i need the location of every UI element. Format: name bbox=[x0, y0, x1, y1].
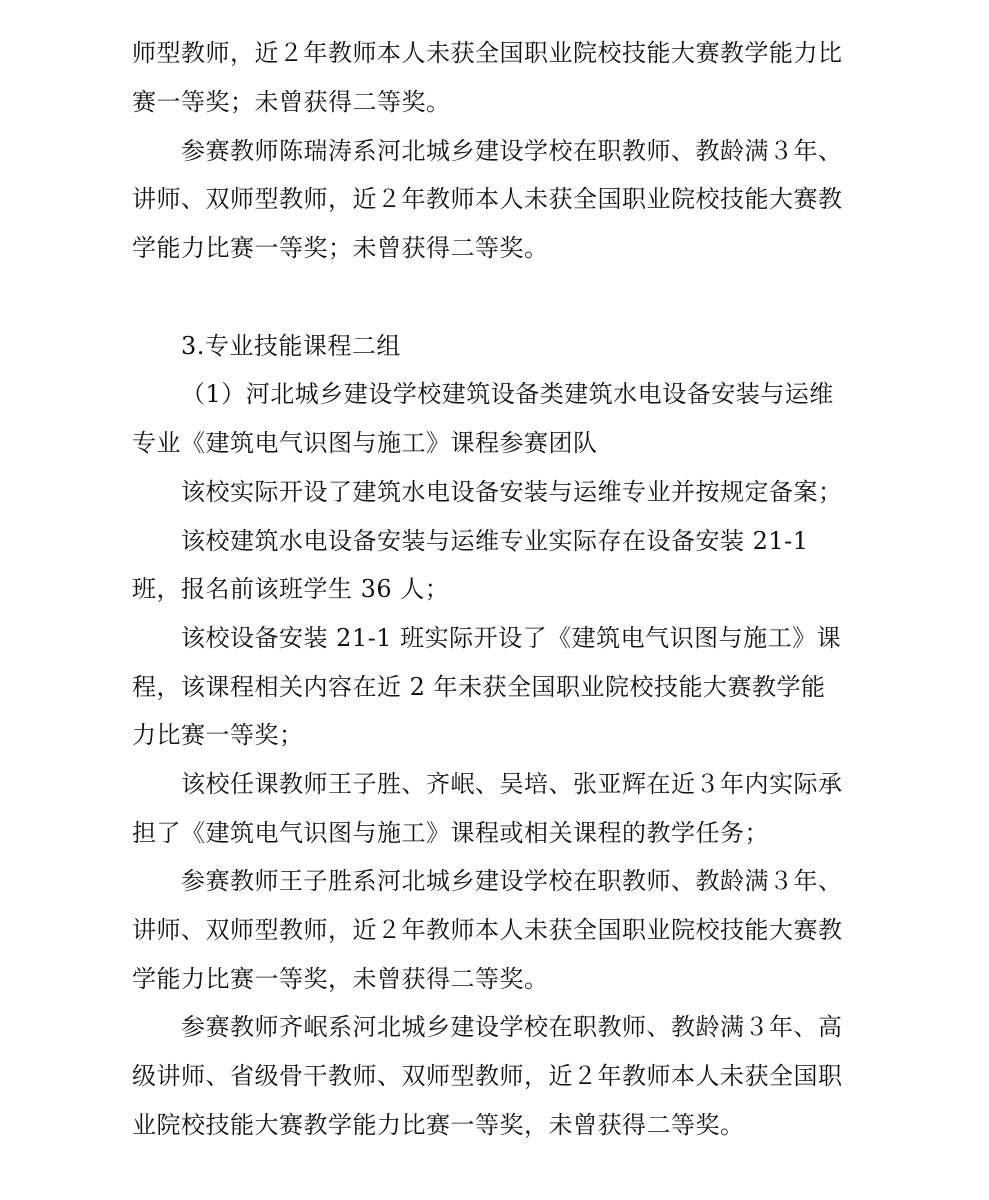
text-line: 担了《建筑电气识图与施工》课程或相关课程的教学任务； bbox=[132, 819, 769, 847]
text-line: 师型教师，近２年教师本人未获全国职业院校技能大赛教学能力比 bbox=[132, 39, 843, 67]
text-line: 业院校技能大赛教学能力比赛一等奖，未曾获得二等奖。 bbox=[132, 1111, 745, 1139]
text-line: 该校设备安装 21-1 班实际开设了《建筑电气识图与施工》课 bbox=[181, 624, 842, 652]
text-line: 参赛教师王子胜系河北城乡建设学校在职教师、教龄满３年、 bbox=[181, 867, 843, 895]
text-line: 级讲师、省级骨干教师、双师型教师，近２年教师本人未获全国职 bbox=[132, 1062, 843, 1090]
text-line: 该校任课教师王子胜、齐岷、吴培、张亚辉在近３年内实际承 bbox=[181, 770, 843, 798]
text-line: 班，报名前该班学生 36 人； bbox=[132, 575, 450, 603]
text-line: 赛一等奖；未曾获得二等奖。 bbox=[132, 88, 451, 116]
subsection-heading: （1）河北城乡建设学校建筑设备类建筑水电设备安装与运维 bbox=[181, 380, 834, 408]
text-line: 参赛教师齐岷系河北城乡建设学校在职教师、教龄满３年、高 bbox=[181, 1013, 843, 1041]
text-line: 学能力比赛一等奖，未曾获得二等奖。 bbox=[132, 965, 549, 993]
text-line: 程，该课程相关内容在近 2 年未获全国职业院校技能大赛教学能 bbox=[132, 673, 826, 701]
text-line: 参赛教师陈瑞涛系河北城乡建设学校在职教师、教龄满３年、 bbox=[181, 137, 843, 165]
text-line: 专业《建筑电气识图与施工》课程参赛团队 bbox=[132, 429, 598, 457]
text-line: 讲师、双师型教师，近２年教师本人未获全国职业院校技能大赛教 bbox=[132, 185, 843, 213]
text-line: 该校实际开设了建筑水电设备安装与运维专业并按规定备案； bbox=[181, 478, 843, 506]
text-line: 学能力比赛一等奖；未曾获得二等奖。 bbox=[132, 234, 549, 262]
text-line: 讲师、双师型教师，近２年教师本人未获全国职业院校技能大赛教 bbox=[132, 916, 843, 944]
text-line: 力比赛一等奖； bbox=[132, 721, 304, 749]
text-line: 该校建筑水电设备安装与运维专业实际存在设备安装 21-1 bbox=[181, 527, 809, 555]
section-heading: 3.专业技能课程二组 bbox=[181, 332, 401, 360]
